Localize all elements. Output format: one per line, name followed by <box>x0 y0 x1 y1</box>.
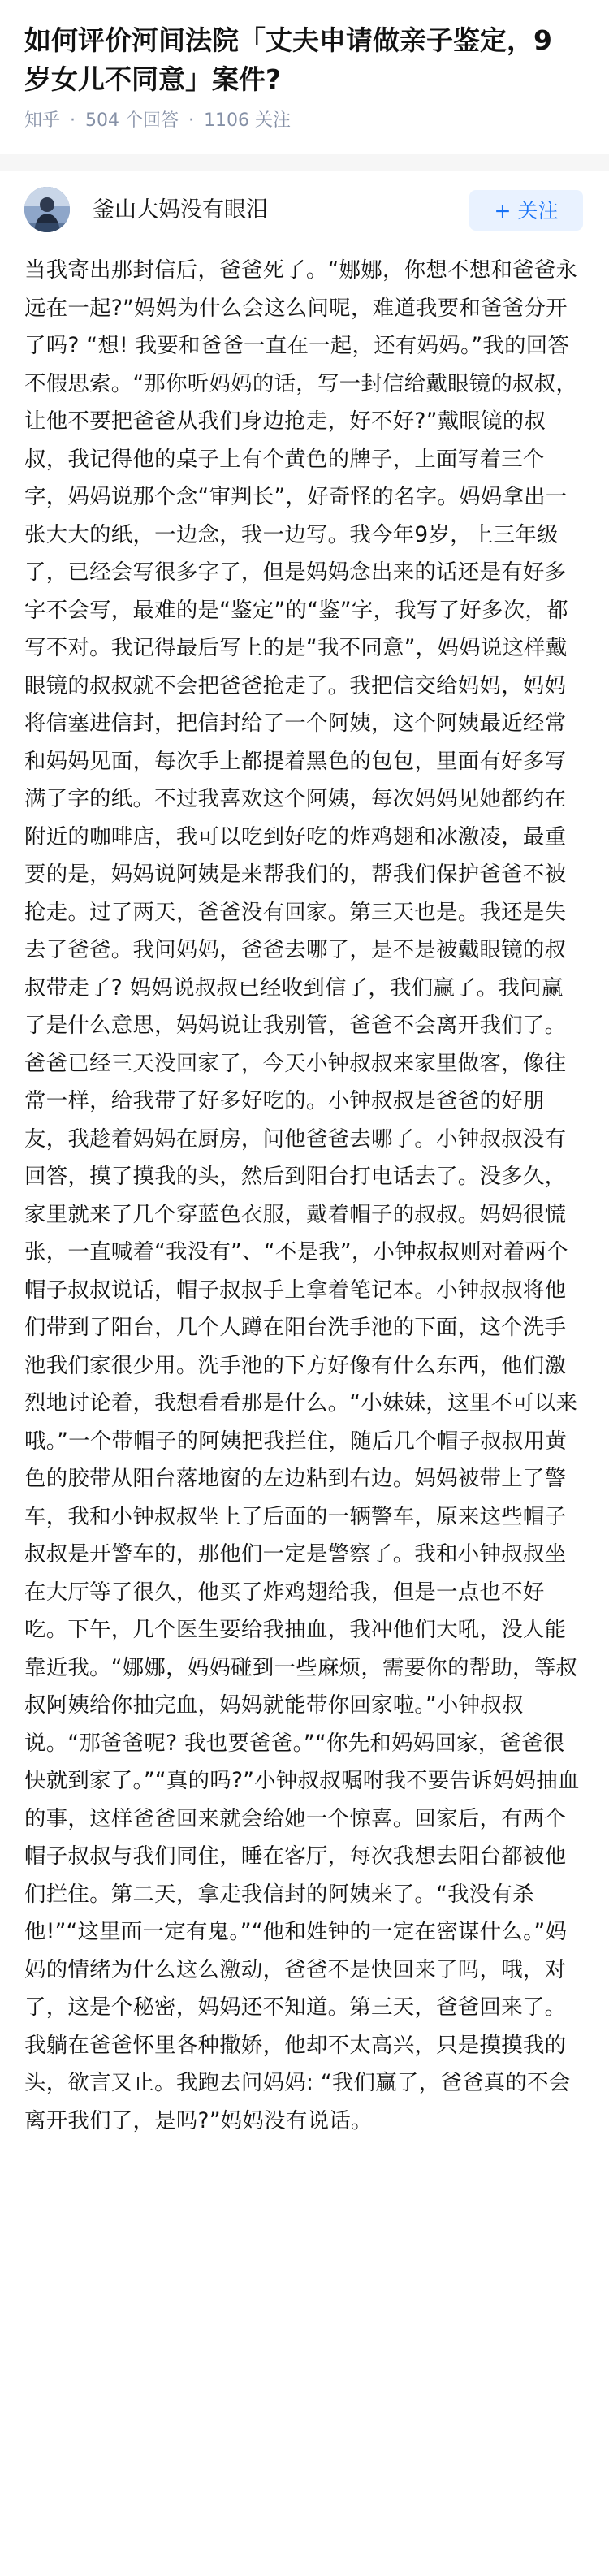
source-label[interactable]: 知乎 <box>24 110 61 131</box>
section-divider <box>0 154 609 171</box>
question-meta <box>24 107 585 135</box>
answer-content: 当我寄出那封信后，爸爸死了。“娜娜，你想不想和爸爸永远在一起?”妈妈为什么会这么问呢，难道我要和爸爸分开了吗? “想! 我要和爸爸一直在一起，还有妈妈。”我的回答不假思索。“那你听妈妈的话，写一封信给戴眼镜的叔叔，让他不要把爸爸从我们身边抢走，好不好?”戴眼镜的叔叔，我记得他的桌子上有个黄色的牌子，上面写着三个字，妈妈说那个念“审判长”，好奇怪的名字。妈妈拿出一张大大的纸，一边念，我一边写。我今年9岁，上三年级了，已经会写很多字了，但是妈妈念出来的话还是有好多字不会写，最难的是“鉴定”的“鉴”字，我写了好多次，都写不对。我记得最后写上的是“我不同意”，妈妈说这样戴眼镜的叔叔就不会把爸爸抢走了。我把信交给妈妈，妈妈将信塞进信封，把信封给了一个阿姨，这个阿姨最近经常和妈妈见面，每次手上都提着黑色的包包，里面有好多写满了字的纸。不过我喜欢这个阿姨，每次妈妈见她都约在附近的咖啡店，我可以吃到好吃的炸鸡翅和冰激凌，最重要的是，妈妈说阿姨是来帮我们的，帮我们保护爸爸不被抢走。过了两天，爸爸没有回家。第三天也是。我还是失去了爸爸。我问妈妈，爸爸去哪了，是不是被戴眼镜的叔叔带走了? 妈妈说叔叔已经收到信了，我们赢了。我问赢了是什么意思，妈妈说让我别管，爸爸不会离开我们了。爸爸已经三天没回家了，今天小钟叔叔来家里做客，像往常一样，给我带了好多好吃的。小钟叔叔是爸爸的好朋友，我趁着妈妈在厨房，问他爸爸去哪了。小钟叔叔没有回答，摸了摸我的头，然后到阳台打电话去了。没多久，家里就来了几个穿蓝色衣服，戴着帽子的叔叔。妈妈很慌张，一直喊着“我没有”、“不是我”，小钟叔叔则对着两个帽子叔叔说话，帽子叔叔手上拿着笔记本。小钟叔叔将他们带到了阳台，几个人蹲在阳台洗手池的下面，这个洗手池我们家很少用。洗手池的下方好像有什么东西，他们激烈地讨论着，我想看看那是什么。“小妹妹，这里不可以来哦。”一个带帽子的阿姨把我拦住，随后几个帽子叔叔用黄色的胶带从阳台落地窗的左边粘到右边。妈妈被带上了警车，我和小钟叔叔坐上了后面的一辆警车，原来这些帽子叔叔是开警车的，那他们一定是警察了。我和小钟叔叔坐在大厅等了很久，他买了炸鸡翅给我，但是一点也不好吃。下午，几个医生要给我抽血，我冲他们大吼，没人能靠近我。“娜娜，妈妈碰到一些麻烦，需要你的帮助，等叔叔阿姨给你抽完血，妈妈就能带你回家啦。”小钟叔叔说。“那爸爸呢? 我也要爸爸。”“你先和妈妈回家，爸爸很快就到家了。”“真的吗?”小钟叔叔嘱咐我不要告诉妈妈抽血的事，这样爸爸回来就会给她一个惊喜。回家后，有两个帽子叔叔与我们同住，睡在客厅，每次我想去阳台都被他们拦住。第二天，拿走我信封的阿姨来了。“我没有杀他!”“这里面一定有鬼。”“他和姓钟的一定在密谋什么。”妈妈的情绪为什么这么激动，爸爸不是快回来了吗，哦，对了，这是个秘密，妈妈还不知道。第三天，爸爸回来了。我躺在爸爸怀里各种撒娇，他却不太高兴，只是摸摸我的头，欲言又止。我跑去问妈妈: “我们赢了，爸爸真的不会离开我们了，是吗?”妈妈没有说话。 <box>24 257 580 2133</box>
follower-count: 1106 关注 <box>204 110 291 131</box>
avatar-icon[interactable] <box>24 187 70 232</box>
answer-count[interactable]: 504 个回答 <box>85 110 179 131</box>
follow-button[interactable]: + 关注 <box>469 190 583 231</box>
meta-separator: · <box>188 110 195 131</box>
meta-separator: · <box>70 110 76 131</box>
author-bar <box>0 171 609 250</box>
question-header <box>0 0 609 135</box>
author-name[interactable]: 釜山大妈没有眼泪 <box>93 197 268 223</box>
question-title[interactable]: 如何评价河间法院「丈夫申请做亲子鉴定，9 岁女儿不同意」案件? <box>24 24 552 95</box>
